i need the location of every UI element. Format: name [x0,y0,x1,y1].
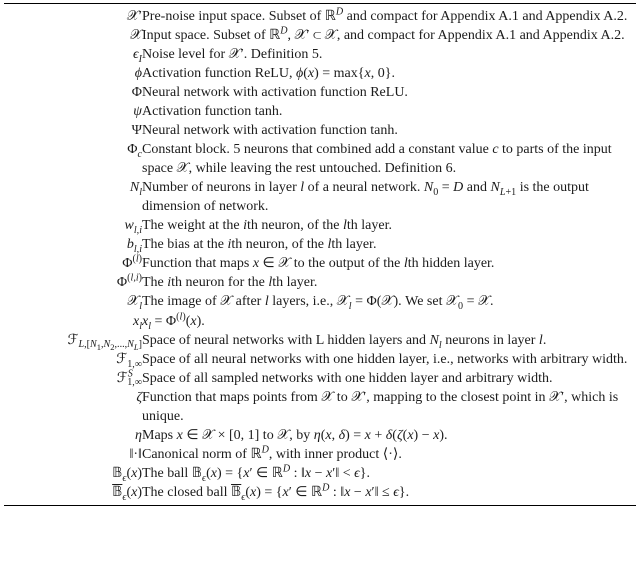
table-row [4,464,636,483]
table-row [4,178,636,216]
symbol-cell: $\Phi_c$ [127,142,142,161]
table-row [4,121,636,140]
symbol-cell: $w_{l,i}$ [124,218,142,237]
symbol-cell: $b_{l,i}$ [126,237,142,256]
table-row [4,426,636,445]
symbol-cell: Ψ [131,123,142,139]
symbol-cell: $\epsilon_I$ [133,47,142,65]
description-cell: Activation function ReLU, ϕ(x) = max{x, 0}. [142,66,395,82]
description-cell: Number of neurons in layer l of a neural network. $N_0 = D$ and $N_{L+1}$ is the output dimension of network. [142,180,589,215]
symbol-cell: 𝔹$_\epsilon$(x) [112,484,142,503]
table-row [4,140,636,178]
symbol-cell: $\Phi^{(l)}$ [122,253,142,272]
description-cell: Space of all neural networks with one hidden layer, i.e., networks with arbitrary width. [142,351,628,367]
description-cell: Canonical norm of ℝ$^D$, with inner product ⟨·⟩. [142,444,402,462]
description-cell: Neural network with activation function ReLU. [142,85,408,101]
symbol-cell: η [135,427,142,443]
description-cell: The bias at the ith neuron, of the lth layer. [142,237,377,253]
symbol-cell: 𝒳$_l$ [127,294,142,313]
description-cell: Function that maps points from 𝒳 to 𝒳′, mapping to the closest point in 𝒳′, which is unique. [142,389,619,424]
description-cell: The closed ball 𝔹$_\epsilon$(x) = {x′ ∈ ℝ$^D$ : ‖x − x′‖ ≤ ϵ}. [142,482,410,503]
description-cell: The ith neuron for the lth layer. [142,275,318,291]
symbol-cell: ψ [133,104,142,120]
table-row [4,102,636,121]
notation-table [4,3,636,506]
table-row [4,273,636,292]
symbol-cell: Φ [131,85,142,101]
description-cell: Space of neural networks with L hidden layers and $N_l$ neurons in layer l. [142,332,547,351]
description-cell: Activation function tanh. [142,104,283,120]
description-cell: Function that maps x ∈ 𝒳 to the output of the lth hidden layer. [142,256,495,272]
description-cell: The image of 𝒳 after l layers, i.e., 𝒳$_l$ = Φ(𝒳). We set 𝒳$_0$ = 𝒳. [142,294,494,313]
table-row [4,445,636,464]
symbol-cell: ζ [136,389,142,405]
description-cell: Noise level for 𝒳′. Definition 5. [142,47,323,63]
table-row [4,483,636,506]
description-cell: Maps x ∈ 𝒳 × [0, 1] to 𝒳, by η(x, δ) = x + δ(ζ(x) − x). [142,427,448,443]
description-cell: Pre-noise input space. Subset of ℝ$^D$ and compact for Appendix A.1 and Appendix A.2. [142,6,628,24]
table-row [4,312,636,331]
symbol-cell: 𝒳′ [126,9,142,24]
description-cell: Space of all sampled networks with one hidden layer and arbitrary width. [142,370,553,386]
table-row [4,254,636,273]
description-cell: The ball 𝔹$_\epsilon$(x) = {x′ ∈ ℝ$^D$ : ‖x − x′‖ < ϵ}. [142,463,371,484]
table-row [4,369,636,388]
table-row [4,216,636,235]
table-row [4,331,636,350]
description-cell: Neural network with activation function tanh. [142,123,398,139]
table-row [4,4,636,27]
description-cell: The weight at the ith neuron, of the lth layer. [142,218,392,234]
description-cell: Constant block. 5 neurons that combined add a constant value c to parts of the input space 𝒳, while leaving the rest untouched. Definition 6. [142,142,612,177]
table-row [4,235,636,254]
symbol-cell: ‖·‖ [129,446,142,462]
symbol-cell: ℱ$_{1,\infty}$ [116,351,142,370]
symbol-cell: Φ$^{(l,i)}$ [116,272,142,291]
table-row [4,45,636,64]
table-row [4,292,636,311]
symbol-cell: ϕ [134,66,142,82]
description-cell: Input space. Subset of ℝ$^D$, 𝒳′ ⊂ 𝒳, and compact for Appendix A.1 and Appendix A.2. [142,25,625,44]
symbol-cell: 𝔹$_\epsilon$(x) [112,465,142,484]
table-row [4,388,636,426]
symbol-cell: $N_l$ [129,180,142,199]
table-row [4,350,636,369]
table-row [4,26,636,45]
symbol-cell: ℱ$^S_{1,\infty}$ [116,367,142,389]
symbol-cell: 𝒳 [129,28,142,44]
table-row [4,64,636,83]
symbol-cell: $x_l$ [132,313,142,332]
symbol-cell: ℱ$_{L,[N_1,N_2,...,N_L]}$ [67,332,142,353]
notation-table-body [4,4,636,506]
table-row [4,83,636,102]
description-cell: $x_l = \Phi^{(l)}(x)$. [142,310,205,332]
